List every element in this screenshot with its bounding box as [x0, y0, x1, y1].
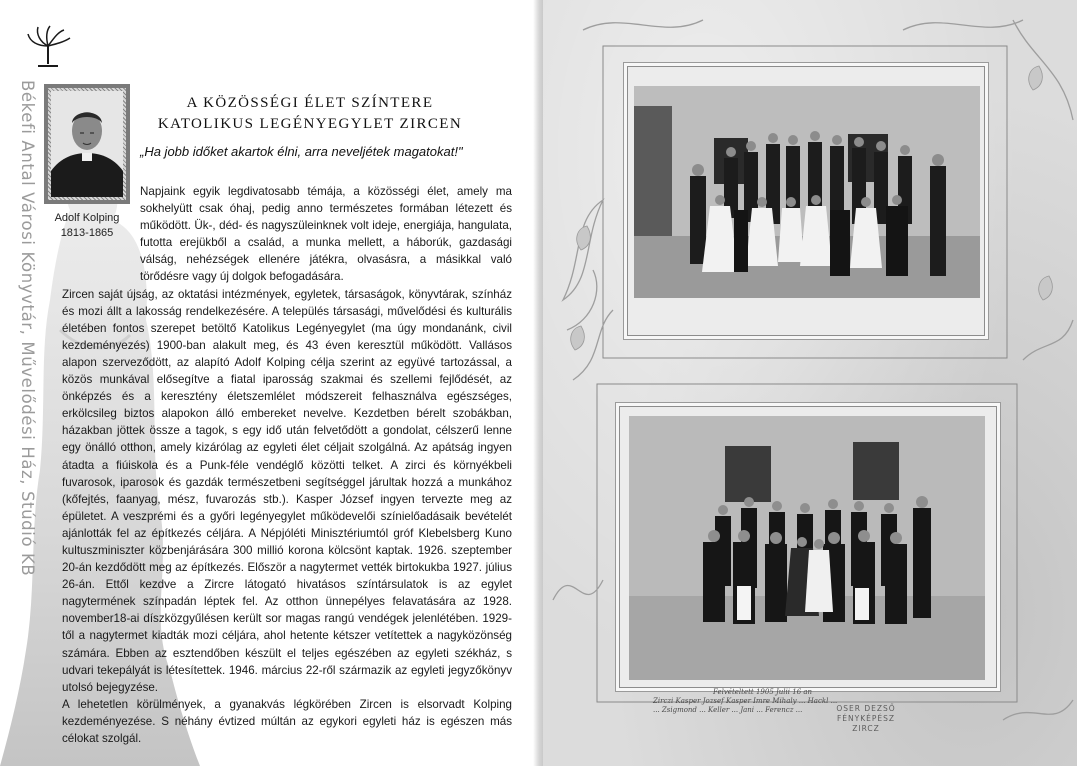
- inscription-line-1: Felvételtett 1905 Julii 16 an: [713, 688, 813, 696]
- page-title: [140, 93, 480, 135]
- title-line-2: KATOLIKUS LEGÉNYEGYLET ZIRCEN: [157, 116, 463, 132]
- stamp-line-2: FÉNYKÉPÉSZ: [836, 714, 896, 723]
- stamp-line-1: OSER DEZSŐ: [836, 704, 896, 713]
- portrait-photo: [51, 91, 123, 197]
- group-photo-bottom: [629, 416, 985, 680]
- inscription-line-2: Zirczi Kasper Jozsef Kasper Imre Mihaly ... Hackl ...: [653, 697, 838, 705]
- article-paragraph-3: A lehetetlen körülmények, a gyanakvás légkörében Zircen is elsorvadt Kolping kezdeményezése. S néhány évtized múltán az egykori egyleti ház is egészen más célokat szolgál.: [62, 697, 512, 745]
- stamp-line-3: ZIRCZ: [852, 724, 880, 733]
- right-page: [543, 0, 1077, 766]
- left-page: [0, 0, 538, 766]
- page-gutter: [533, 0, 543, 766]
- title-line-1: A KÖZÖSSÉGI ÉLET SZÍNTERE: [186, 95, 434, 111]
- portrait-years: 1813-1865: [60, 227, 114, 239]
- photographer-stamp: [811, 704, 921, 734]
- portrait-name: Adolf Kolping: [54, 212, 120, 224]
- group-photo-top: [634, 86, 980, 298]
- article-body: [62, 183, 512, 747]
- inscription-line-3: ... Zsigmond ... Keller ... Jani ... Ferencz ...: [653, 706, 803, 714]
- library-logo-icon: [24, 24, 72, 68]
- article-paragraph-2: Zircen saját újság, az oktatási intézmények, egyletek, társaságok, könyvtárak, színház és mozi állt a lakosság rendelkezésére. A település társasági, művelődési és kulturális életében fontos szerepet betöltő Katolikus Legényegylet (ma úgy mondanánk, civil kezdeményezés) 1900-ban alakult meg, és 43 éven keresztül működött. Vallásos alapon szerveződött, az alapító Adolf Kolping célja szerint az együvé tartozással, a közös munkával elősegítve a fiatal iparosság szakmai és szellemi fejlődését, az önképzés és a keresztény életszemlélet módszereit felhasználva egészséges, erkölcsileg biztos alapokon álló embereket nevelve. Kezdetben bérelt szobákban, házakban jöttek össze a tagok, s egy idő után felvetődött a gondolat, célszerű lenne egy önálló otthon, amely kizárólag az egyleti élet céljait szolgálná. Az apátság ingyen átadta a fiúiskola és a Punk-féle vendéglő közötti telket. A zirci és környékbeli fuvarosok, iparosok és gazdák természetbeni segítséggel járultak hozzá a munkához (kőfejtés, faanyag, mész, fuvarozás stb.). Kasper József ingyen tervezte meg az épületet. A veszprémi és a győri legényegylet működevelői színielőadásaik bevételét ajánlották fel az építkezés céljára. A Népjóléti Minisztériumtól gróf Klebelsberg Kuno kultuszminiszter közbenjárására 300 millió korona kölcsönt kaptak. 1926. szeptember 20-án kezdődött meg az építkezés. Először a nagytermet vették birtokukba 1927. július 26-án. Ettől kezdve a Zircre látogató hivatásos színtársulatok is az egylet nagytermének színpadán léptek fel. Az otthon ünnepélyes felavatására az 1928. november18-ai díszközgyűlésen került sor magas rangú vendégek jelenlétében. 1929-től a nagytermet kiadták mozi céljára, ahol hetente kétszer vetítettek a nagyközönség számára. Ebben az esztendőben készült el teljes egészében az egyleti székház, s udvari tekepályát is létesítettek. 1946. március 22-ről származik az egyleti jegyzőkönyv utolsó bejegyzése.: [62, 287, 512, 694]
- vertical-credit: Békefi Antal Városi Könyvtár, Művelődési Ház, Stúdió KB: [18, 80, 37, 577]
- article-paragraph-1: Napjaink egyik legdivatosabb témája, a közösségi élet, amely ma sokhelyütt csak óhaj, pedig anno természetes formában létezett és működött. Ük-, déd- és nagyszüleinknek volt ideje, energiája, hangulata, futotta erejükből a család, a munka mellett, a háborúk, gazdasági válság, nehézségek ellenére játékra, olvasásra, a másikkal való törődésre vagy új dolgok befogadására.: [140, 185, 512, 284]
- motto-quote: „Ha jobb időket akartok élni, arra neveljétek magatokat!": [140, 144, 463, 159]
